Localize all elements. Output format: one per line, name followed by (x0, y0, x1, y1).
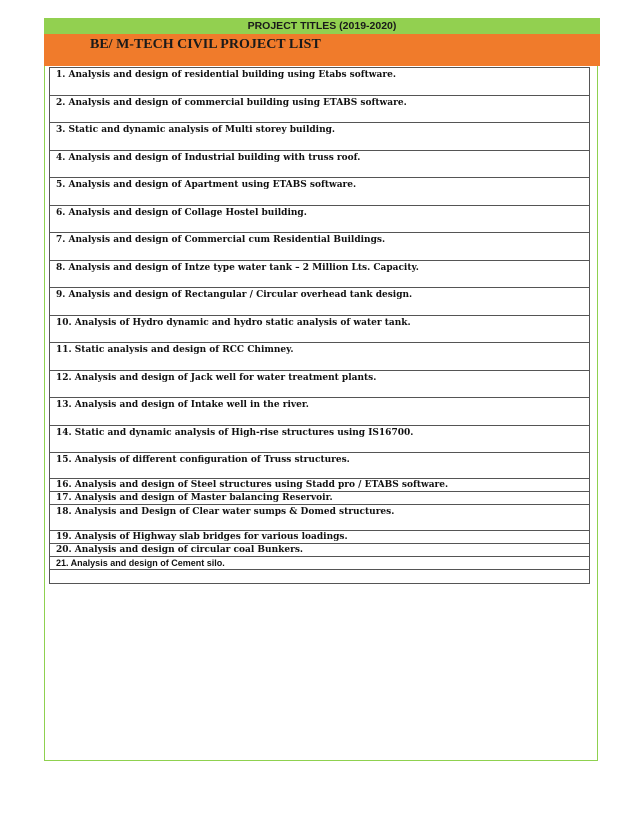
list-item: 13. Analysis and design of Intake well in the river. (50, 398, 589, 426)
list-item: 6. Analysis and design of Collage Hostel building. (50, 206, 589, 234)
page-title: BE/ M-TECH CIVIL PROJECT LIST (90, 37, 321, 52)
list-item: 12. Analysis and design of Jack well for water treatment plants. (50, 371, 589, 399)
list-item: 2. Analysis and design of commercial building using ETABS software. (50, 96, 589, 124)
list-item: 19. Analysis of Highway slab bridges for various loadings. (50, 531, 589, 544)
list-item: 17. Analysis and design of Master balancing Reservoir. (50, 492, 589, 505)
list-item: 3. Static and dynamic analysis of Multi storey building. (50, 123, 589, 151)
list-item: 14. Static and dynamic analysis of High-rise structures using IS16700. (50, 426, 589, 454)
list-item: 9. Analysis and design of Rectangular / Circular overhead tank design. (50, 288, 589, 316)
list-item: 4. Analysis and design of Industrial building with truss roof. (50, 151, 589, 179)
project-list-table (49, 67, 590, 584)
list-item: 18. Analysis and Design of Clear water sumps & Domed structures. (50, 505, 589, 531)
list-item: 8. Analysis and design of Intze type water tank – 2 Million Lts. Capacity. (50, 261, 589, 289)
list-item: 21. Analysis and design of Cement silo. (50, 557, 589, 570)
project-titles-header: PROJECT TITLES (2019-2020) (44, 18, 600, 34)
list-item: 10. Analysis of Hydro dynamic and hydro static analysis of water tank. (50, 316, 589, 344)
empty-row (50, 570, 589, 584)
title-band (44, 18, 600, 66)
list-item: 11. Static analysis and design of RCC Chimney. (50, 343, 589, 371)
list-item: 7. Analysis and design of Commercial cum Residential Buildings. (50, 233, 589, 261)
list-item: 5. Analysis and design of Apartment using ETABS software. (50, 178, 589, 206)
list-item: 20. Analysis and design of circular coal Bunkers. (50, 544, 589, 557)
list-item: 1. Analysis and design of residential building using Etabs software. (50, 68, 589, 96)
list-item: 16. Analysis and design of Steel structures using Stadd pro / ETABS software. (50, 479, 589, 492)
list-item: 15. Analysis of different configuration of Truss structures. (50, 453, 589, 479)
